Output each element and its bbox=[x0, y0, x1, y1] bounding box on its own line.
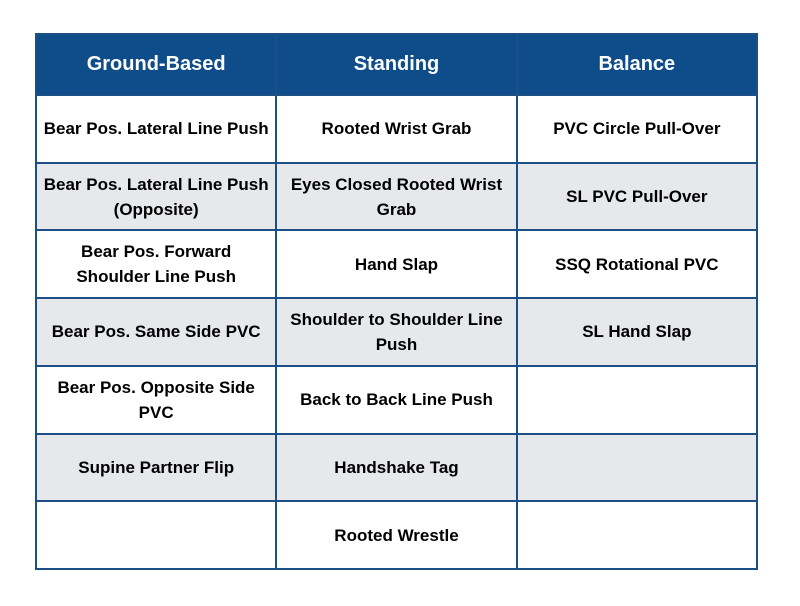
table-cell bbox=[37, 502, 275, 568]
column-header-ground-based: Ground-Based bbox=[37, 35, 275, 94]
table-cell: Bear Pos. Lateral Line Push bbox=[37, 96, 275, 162]
table-cell: Bear Pos. Opposite Side PVC bbox=[37, 367, 275, 433]
table-cell: PVC Circle Pull-Over bbox=[518, 96, 756, 162]
table-cell: Back to Back Line Push bbox=[277, 367, 515, 433]
column-header-balance: Balance bbox=[518, 35, 756, 94]
table-cell: Handshake Tag bbox=[277, 435, 515, 501]
exercise-table bbox=[35, 33, 758, 570]
table-cell: Shoulder to Shoulder Line Push bbox=[277, 299, 515, 365]
table-cell bbox=[518, 367, 756, 433]
table-cell: Hand Slap bbox=[277, 231, 515, 297]
table-cell: Rooted Wrist Grab bbox=[277, 96, 515, 162]
table-cell: Eyes Closed Rooted Wrist Grab bbox=[277, 164, 515, 230]
table-cell: SSQ Rotational PVC bbox=[518, 231, 756, 297]
table-cell: Bear Pos. Forward Shoulder Line Push bbox=[37, 231, 275, 297]
table-cell: Supine Partner Flip bbox=[37, 435, 275, 501]
table-cell: Bear Pos. Lateral Line Push (Opposite) bbox=[37, 164, 275, 230]
table-cell: Rooted Wrestle bbox=[277, 502, 515, 568]
table-cell bbox=[518, 502, 756, 568]
table-cell: SL Hand Slap bbox=[518, 299, 756, 365]
table-cell: SL PVC Pull-Over bbox=[518, 164, 756, 230]
table-cell bbox=[518, 435, 756, 501]
column-header-standing: Standing bbox=[277, 35, 515, 94]
table-cell: Bear Pos. Same Side PVC bbox=[37, 299, 275, 365]
